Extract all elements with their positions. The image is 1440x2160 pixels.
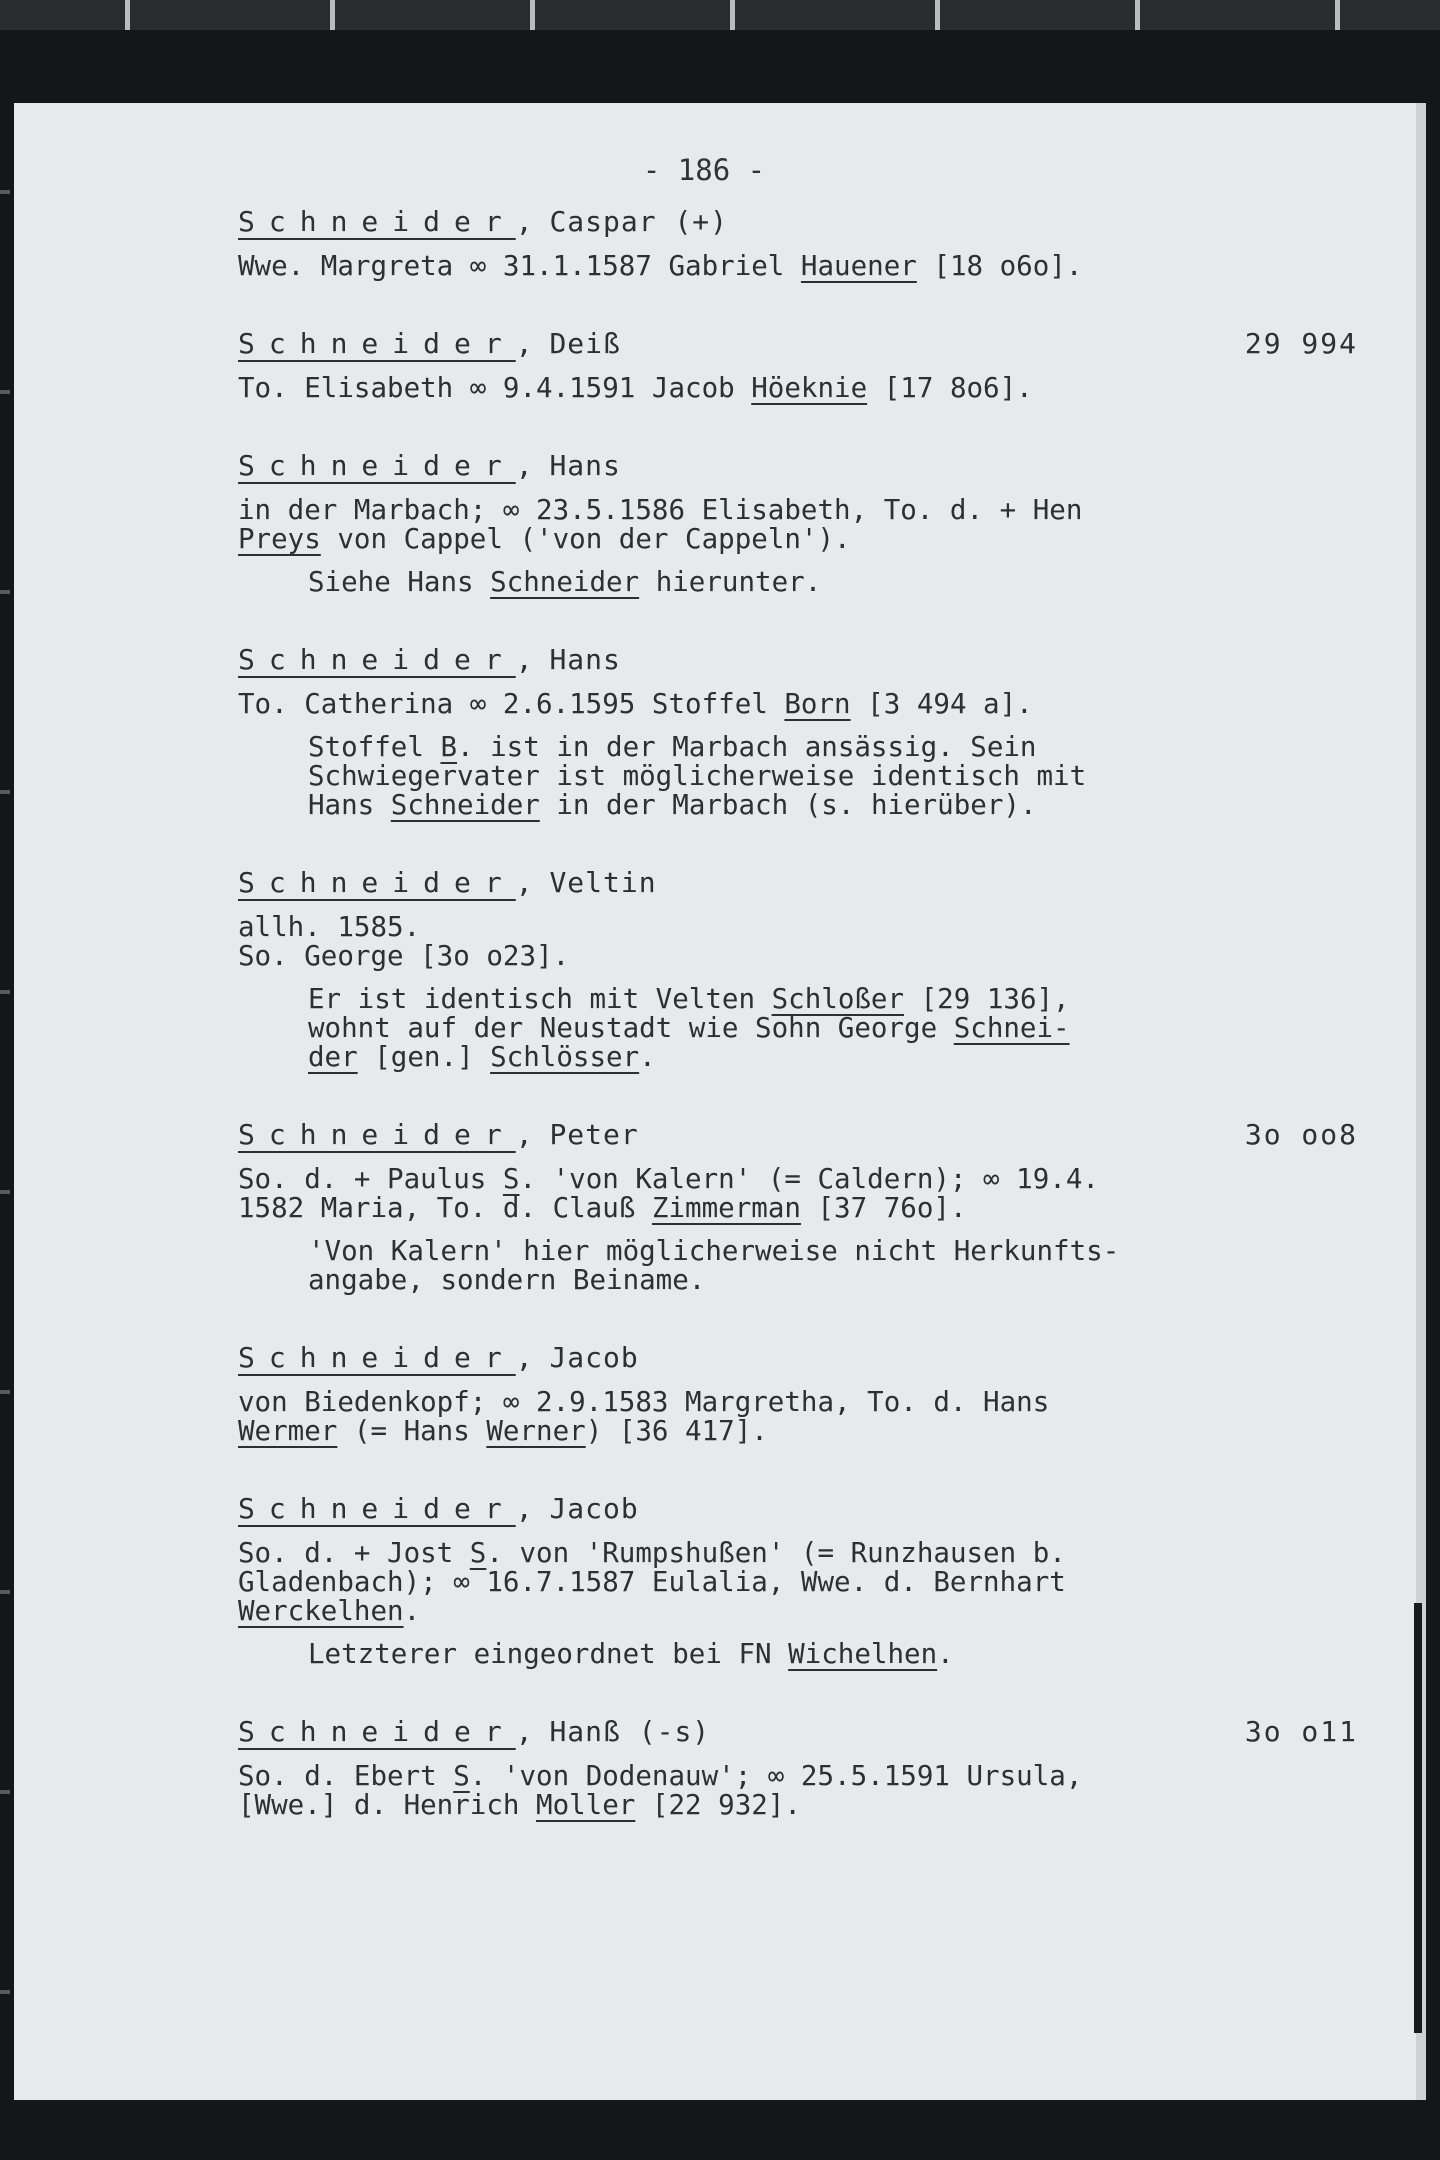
margin-tick [0, 190, 10, 194]
page-edge-mark [1414, 1603, 1422, 2033]
entry-note-line: Er ist identisch mit Velten Schloßer [29 136], [308, 983, 1070, 1015]
genealogy-entry [238, 640, 1358, 820]
underlined-name: Preys [238, 523, 321, 555]
film-notch [1135, 0, 1140, 30]
heading-separator: , [515, 449, 550, 482]
entry-heading [238, 863, 1358, 903]
heading-separator: , [515, 866, 550, 899]
genealogy-entry [238, 1712, 1358, 1820]
underlined-name: der [308, 1041, 358, 1073]
heading-separator: , [515, 1715, 550, 1748]
entry-note-line: Hans Schneider in der Marbach (s. hierüber). [308, 789, 1037, 821]
entry-body-line: in der Marbach; ∞ 23.5.1586 Elisabeth, To. d. + Hen [238, 494, 1083, 526]
entry-body-line: So. d. + Paulus S. 'von Kalern' (= Caldern); ∞ 19.4. [238, 1163, 1099, 1195]
entry-surname: Schneider [238, 1341, 516, 1374]
entry-given-name: Peter [549, 1118, 639, 1151]
entries-list [238, 202, 1358, 1863]
entry-heading [238, 1115, 1358, 1155]
entry-body-line: Preys von Cappel ('von der Cappeln'). [238, 523, 851, 555]
underlined-name: Hauener [800, 250, 917, 282]
entry-reference-number: 29 994 [1244, 327, 1358, 360]
underlined-name: Wermer [238, 1415, 338, 1447]
margin-tick [0, 1390, 10, 1394]
heading-separator: , [515, 327, 550, 360]
entry-body-line: Wwe. Margreta ∞ 31.1.1587 Gabriel Hauener [18 o6o]. [238, 250, 1083, 282]
underlined-name: B [440, 731, 458, 763]
film-notch [730, 0, 735, 30]
entry-body-line: [Wwe.] d. Henrich Moller [22 932]. [238, 1789, 801, 1821]
entry-body [238, 1539, 1358, 1626]
entry-note [308, 568, 1358, 597]
entry-body-line: Gladenbach); ∞ 16.7.1587 Eulalia, Wwe. d. Bernhart [238, 1566, 1066, 1598]
entry-note [308, 985, 1358, 1072]
film-edge-strip [0, 0, 1440, 30]
entry-note [308, 1237, 1358, 1295]
entry-body-line: von Biedenkopf; ∞ 2.9.1583 Margretha, To. d. Hans [238, 1386, 1050, 1418]
entry-body [238, 252, 1358, 281]
entry-body-line: 1582 Maria, To. d. Clauß Zimmerman [37 76o]. [238, 1192, 967, 1224]
entry-given-name: Caspar (+) [549, 205, 729, 238]
genealogy-entry [238, 1115, 1358, 1295]
entry-surname: Schneider [238, 1715, 516, 1748]
entry-given-name: Hans [549, 449, 621, 482]
genealogy-entry [238, 324, 1358, 403]
entry-body [238, 1165, 1358, 1223]
underlined-name: Werckelhen [238, 1595, 404, 1627]
margin-tick [0, 1190, 10, 1194]
entry-surname: Schneider [238, 449, 516, 482]
underlined-name: S [502, 1163, 520, 1195]
heading-separator: , [515, 1341, 550, 1374]
entry-reference-number: 3o o11 [1244, 1715, 1358, 1748]
underlined-name: Werner [486, 1415, 586, 1447]
genealogy-entry [238, 863, 1358, 1072]
entry-surname: Schneider [238, 1118, 516, 1151]
entry-note-line: wohnt auf der Neustadt wie Sohn George Schnei- [308, 1012, 1070, 1044]
entry-body-line: To. Catherina ∞ 2.6.1595 Stoffel Born [3 494 a]. [238, 688, 1033, 720]
underlined-name: Moller [536, 1789, 636, 1821]
entry-body [238, 690, 1358, 719]
entry-body-line: Wermer (= Hans Werner) [36 417]. [238, 1415, 768, 1447]
entry-heading [238, 446, 1358, 486]
entry-surname: Schneider [238, 1492, 516, 1525]
underlined-name: S [469, 1537, 487, 1569]
entry-note-line: der [gen.] Schlösser. [308, 1041, 656, 1073]
entry-note-line: angabe, sondern Beiname. [308, 1264, 706, 1296]
genealogy-entry [238, 446, 1358, 597]
entry-heading [238, 1712, 1358, 1752]
film-notch [125, 0, 130, 30]
margin-tick [0, 990, 10, 994]
entry-body-line: allh. 1585. [238, 911, 421, 943]
film-notch [330, 0, 335, 30]
underlined-name: Born [784, 688, 851, 720]
entry-body [238, 1762, 1358, 1820]
genealogy-entry [238, 1338, 1358, 1446]
entry-given-name: Jacob [549, 1341, 639, 1374]
underlined-name: Schlösser [490, 1041, 640, 1073]
entry-surname: Schneider [238, 643, 516, 676]
entry-note-line: 'Von Kalern' hier möglicherweise nicht Herkunfts- [308, 1235, 1120, 1267]
entry-body [238, 496, 1358, 554]
entry-body-line: So. d. + Jost S. von 'Rumpshußen' (= Runzhausen b. [238, 1537, 1066, 1569]
entry-surname: Schneider [238, 205, 516, 238]
underlined-name: Wichelhen [788, 1638, 938, 1670]
underlined-name: Schneider [490, 566, 640, 598]
margin-tick [0, 590, 10, 594]
entry-note-line: Schwiegervater ist möglicherweise identisch mit [308, 760, 1087, 792]
entry-given-name: Veltin [549, 866, 657, 899]
entry-note-line: Siehe Hans Schneider hierunter. [308, 566, 822, 598]
entry-note-line: Stoffel B. ist in der Marbach ansässig. Sein [308, 731, 1037, 763]
underlined-name: Schloßer [771, 983, 905, 1015]
entry-given-name: Hans [549, 643, 621, 676]
entry-heading [238, 640, 1358, 680]
film-notch [530, 0, 535, 30]
underlined-name: Schnei- [953, 1012, 1070, 1044]
entry-body [238, 913, 1358, 971]
entry-note-line: Letzterer eingeordnet bei FN Wichelhen. [308, 1638, 954, 1670]
entry-heading [238, 1489, 1358, 1529]
entry-note [308, 733, 1358, 820]
entry-heading [238, 324, 1358, 364]
underlined-name: Schneider [390, 789, 540, 821]
entry-given-name: Deiß [549, 327, 621, 360]
entry-body-line: So. George [3o o23]. [238, 940, 570, 972]
entry-given-name: Jacob [549, 1492, 639, 1525]
heading-separator: , [515, 205, 550, 238]
margin-tick [0, 1790, 10, 1794]
margin-tick [0, 790, 10, 794]
entry-heading [238, 1338, 1358, 1378]
film-notch [1335, 0, 1340, 30]
entry-body-line: So. d. Ebert S. 'von Dodenauw'; ∞ 25.5.1591 Ursula, [238, 1760, 1083, 1792]
entry-note [308, 1640, 1358, 1669]
heading-separator: , [515, 643, 550, 676]
genealogy-entry [238, 1489, 1358, 1669]
heading-separator: , [515, 1492, 550, 1525]
entry-given-name: Hanß (-s) [549, 1715, 711, 1748]
entry-body [238, 1388, 1358, 1446]
margin-tick [0, 1590, 10, 1594]
margin-tick [0, 1990, 10, 1994]
underlined-name: Zimmerman [651, 1192, 801, 1224]
underlined-name: S [453, 1760, 470, 1792]
entry-body-line: Werckelhen. [238, 1595, 421, 1627]
entry-surname: Schneider [238, 866, 516, 899]
margin-tick [0, 390, 10, 394]
page-number: - 186 - [642, 153, 766, 187]
entry-surname: Schneider [238, 327, 516, 360]
entry-body [238, 374, 1358, 403]
underlined-name: Höeknie [751, 372, 868, 404]
genealogy-entry [238, 202, 1358, 281]
heading-separator: , [515, 1118, 550, 1151]
entry-body-line: To. Elisabeth ∞ 9.4.1591 Jacob Höeknie [17 8o6]. [238, 372, 1033, 404]
entry-reference-number: 3o oo8 [1244, 1118, 1358, 1151]
entry-heading [238, 202, 1358, 242]
film-notch [935, 0, 940, 30]
